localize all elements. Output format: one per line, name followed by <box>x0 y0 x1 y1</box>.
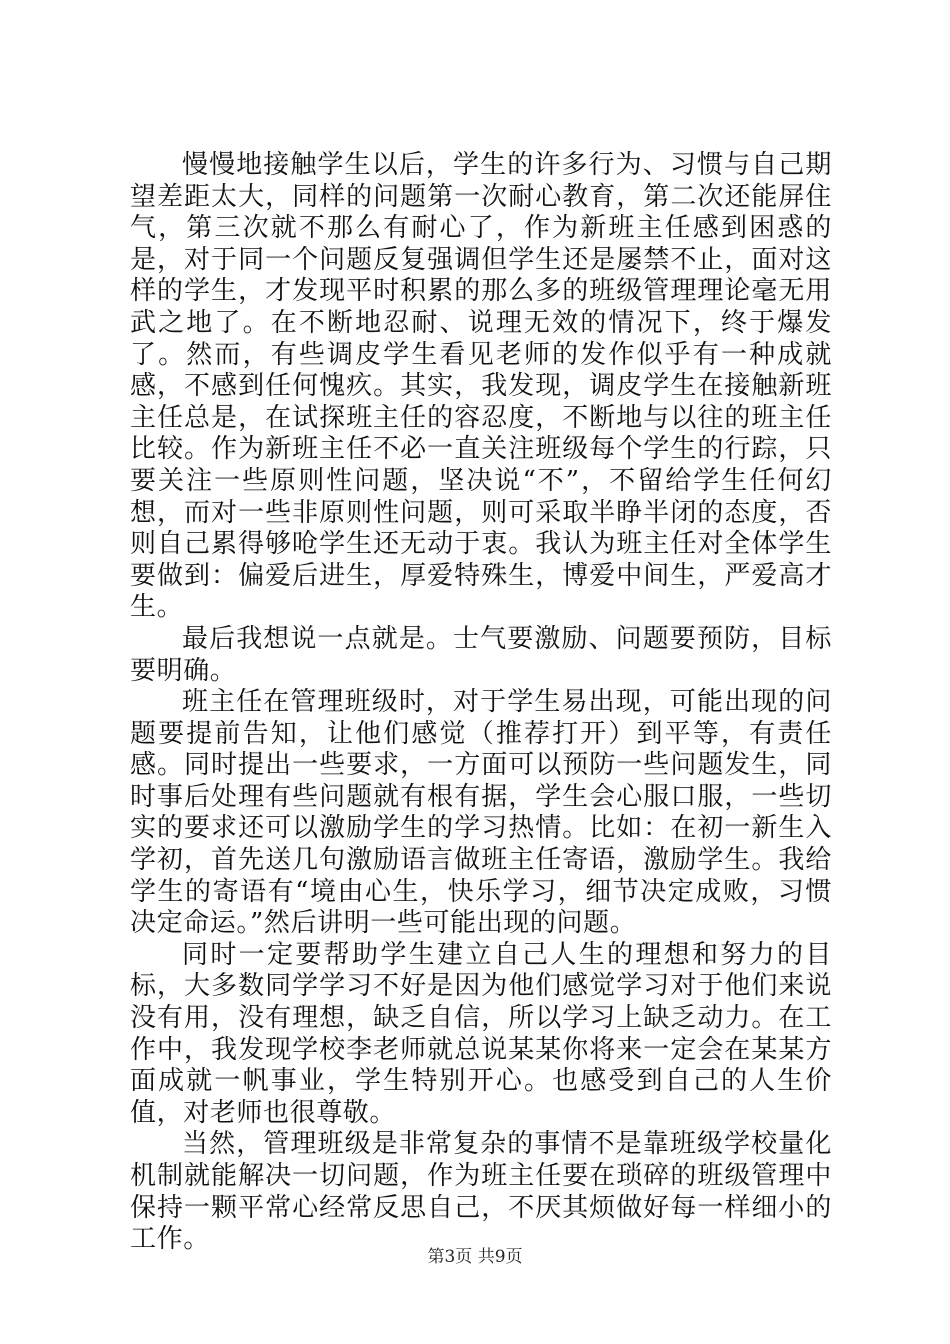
page-number-footer: 第3页 共9页 <box>427 1247 523 1267</box>
paragraph-1: 慢慢地接触学生以后，学生的许多行为、习惯与自己期望差距太大，同样的问题第一次耐心教育，第二次还能屏住气，第三次就不那么有耐心了，作为新班主任感到困惑的是，对于同一个问题反复强调但学生还是屡禁不止，面对这样的学生，才发现平时积累的那么多的班级管理理论毫无用武之地了。在不断地忍耐、说理无效的情况下，终于爆发了。然而，有些调皮学生看见老师的发作似乎有一种成就感，不感到任何愧疚。其实，我发现，调皮学生在接触新班主任总是，在试探班主任的容忍度，不断地与以往的班主任比较。作为新班主任不必一直关注班级每个学生的行踪，只要关注一些原则性问题，坚决说“不”，不留给学生任何幻想，而对一些非原则性问题，则可采取半睁半闭的态度，否则自己累得够呛学生还无动于衷。我认为班主任对全体学生要做到：偏爱后进生，厚爱特殊生，博爱中间生，严爱高才生。 <box>130 150 832 623</box>
paragraph-2: 最后我想说一点就是。士气要激励、问题要预防，目标要明确。 <box>130 623 832 686</box>
paragraph-5: 当然，管理班级是非常复杂的事情不是靠班级学校量化机制就能解决一切问题，作为班主任要在琐碎的班级管理中保持一颗平常心经常反思自己，不厌其烦做好每一样细小的工作。 <box>130 1129 832 1255</box>
paragraph-4: 同时一定要帮助学生建立自己人生的理想和努力的目标，大多数同学学习不好是因为他们感觉学习对于他们来说没有用，没有理想，缺乏自信，所以学习上缺乏动力。在工作中，我发现学校李老师就总说某某你将来一定会在某某方面成就一帆事业，学生特别开心。也感受到自己的人生价值，对老师也很尊敬。 <box>130 939 832 1128</box>
document-body <box>130 150 832 1256</box>
paragraph-3: 班主任在管理班级时，对于学生易出现，可能出现的问题要提前告知，让他们感觉（推荐打开）到平等，有责任感。同时提出一些要求，一方面可以预防一些问题发生，同时事后处理有些问题就有根有据，学生会心服口服，一些切实的要求还可以激励学生的学习热情。比如：在初一新生入学初，首先送几句激励语言做班主任寄语，激励学生。我给学生的寄语有“境由心生，快乐学习，细节决定成败，习惯决定命运。”然后讲明一些可能出现的问题。 <box>130 687 832 939</box>
